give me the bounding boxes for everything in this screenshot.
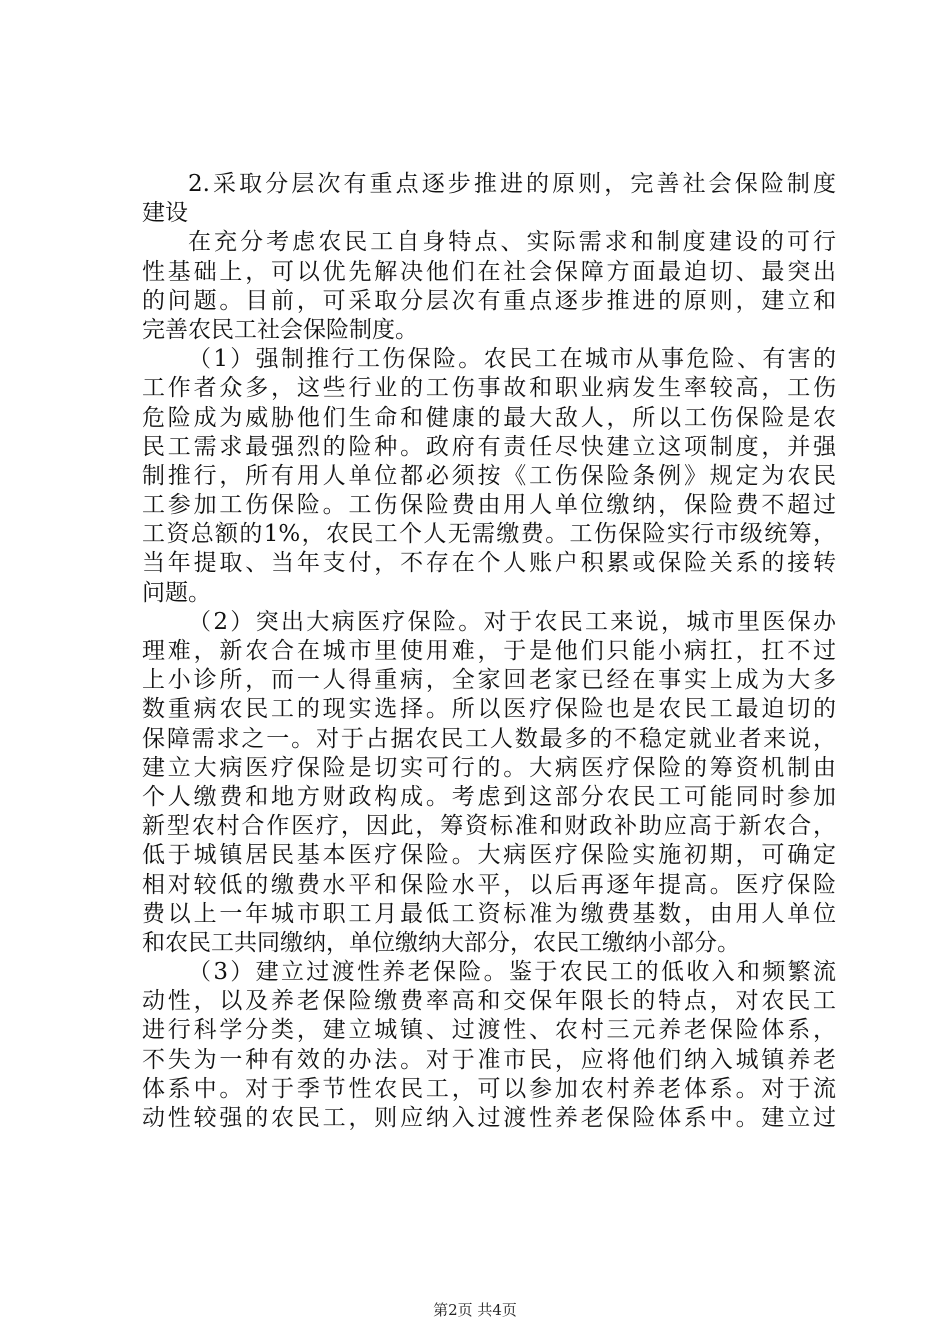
text-line: 上小诊所，而一人得重病，全家回老家已经在事实上成为大多 (142, 667, 836, 694)
text-line: （1）强制推行工伤保险。农民工在城市从事危险、有害的 (188, 346, 836, 373)
page-footer: 第2页 共4页 (433, 1301, 517, 1319)
text-line: 体系中。对于季节性农民工，可以参加农村养老体系。对于流 (142, 1075, 836, 1102)
text-line: 问题。 (142, 579, 211, 606)
text-line: （2）突出大病医疗保险。对于农民工来说，城市里医保办 (188, 608, 836, 635)
text-line: 危险成为威胁他们生命和健康的最大敌人，所以工伤保险是农 (142, 404, 836, 431)
text-line: 相对较低的缴费水平和保险水平，以后再逐年提高。医疗保险 (142, 871, 836, 898)
text-line: 工参加工伤保险。工伤保险费由用人单位缴纳，保险费不超过 (142, 492, 836, 519)
text-line: 费以上一年城市职工月最低工资标准为缴费基数，由用人单位 (142, 900, 836, 927)
document-body (142, 170, 836, 1133)
text-line: 工作者众多，这些行业的工伤事故和职业病发生率较高，工伤 (142, 375, 836, 402)
text-line: 建设 (142, 200, 188, 227)
text-line: 在充分考虑农民工自身特点、实际需求和制度建设的可行 (188, 229, 836, 256)
text-line: （3）建立过渡性养老保险。鉴于农民工的低收入和频繁流 (188, 959, 836, 986)
text-line: 2.采取分层次有重点逐步推进的原则，完善社会保险制度 (188, 171, 836, 197)
text-line: 低于城镇居民基本医疗保险。大病医疗保险实施初期，可确定 (142, 842, 836, 869)
text-line: 完善农民工社会保险制度。 (142, 316, 418, 343)
text-line: 进行科学分类，建立城镇、过渡性、农村三元养老保险体系， (142, 1017, 836, 1044)
text-line: 个人缴费和地方财政构成。考虑到这部分农民工可能同时参加 (142, 783, 836, 810)
text-line: 数重病农民工的现实选择。所以医疗保险也是农民工最迫切的 (142, 696, 836, 723)
text-line: 动性较强的农民工，则应纳入过渡性养老保险体系中。建立过 (142, 1105, 836, 1131)
text-line: 工资总额的1%，农民工个人无需缴费。工伤保险实行市级统筹， (142, 521, 836, 548)
text-line: 建立大病医疗保险是切实可行的。大病医疗保险的筹资机制由 (142, 754, 836, 781)
text-line: 理难，新农合在城市里使用难，于是他们只能小病扛，扛不过 (142, 638, 836, 664)
text-line: 不失为一种有效的办法。对于准市民，应将他们纳入城镇养老 (142, 1046, 836, 1073)
text-line: 和农民工共同缴纳，单位缴纳大部分，农民工缴纳小部分。 (142, 929, 740, 956)
text-line: 新型农村合作医疗，因此，筹资标准和财政补助应高于新农合， (142, 813, 836, 840)
text-line: 制推行，所有用人单位都必须按《工伤保险条例》规定为农民 (142, 462, 836, 489)
text-line: 的问题。目前，可采取分层次有重点逐步推进的原则，建立和 (142, 287, 836, 314)
text-line: 保障需求之一。对于占据农民工人数最多的不稳定就业者来说， (142, 725, 836, 752)
text-line: 民工需求最强烈的险种。政府有责任尽快建立这项制度，并强 (142, 433, 836, 460)
text-line: 动性，以及养老保险缴费率高和交保年限长的特点，对农民工 (142, 988, 836, 1015)
text-line: 当年提取、当年支付，不存在个人账户积累或保险关系的接转 (142, 550, 836, 577)
text-line: 性基础上，可以优先解决他们在社会保障方面最迫切、最突出 (142, 258, 836, 285)
